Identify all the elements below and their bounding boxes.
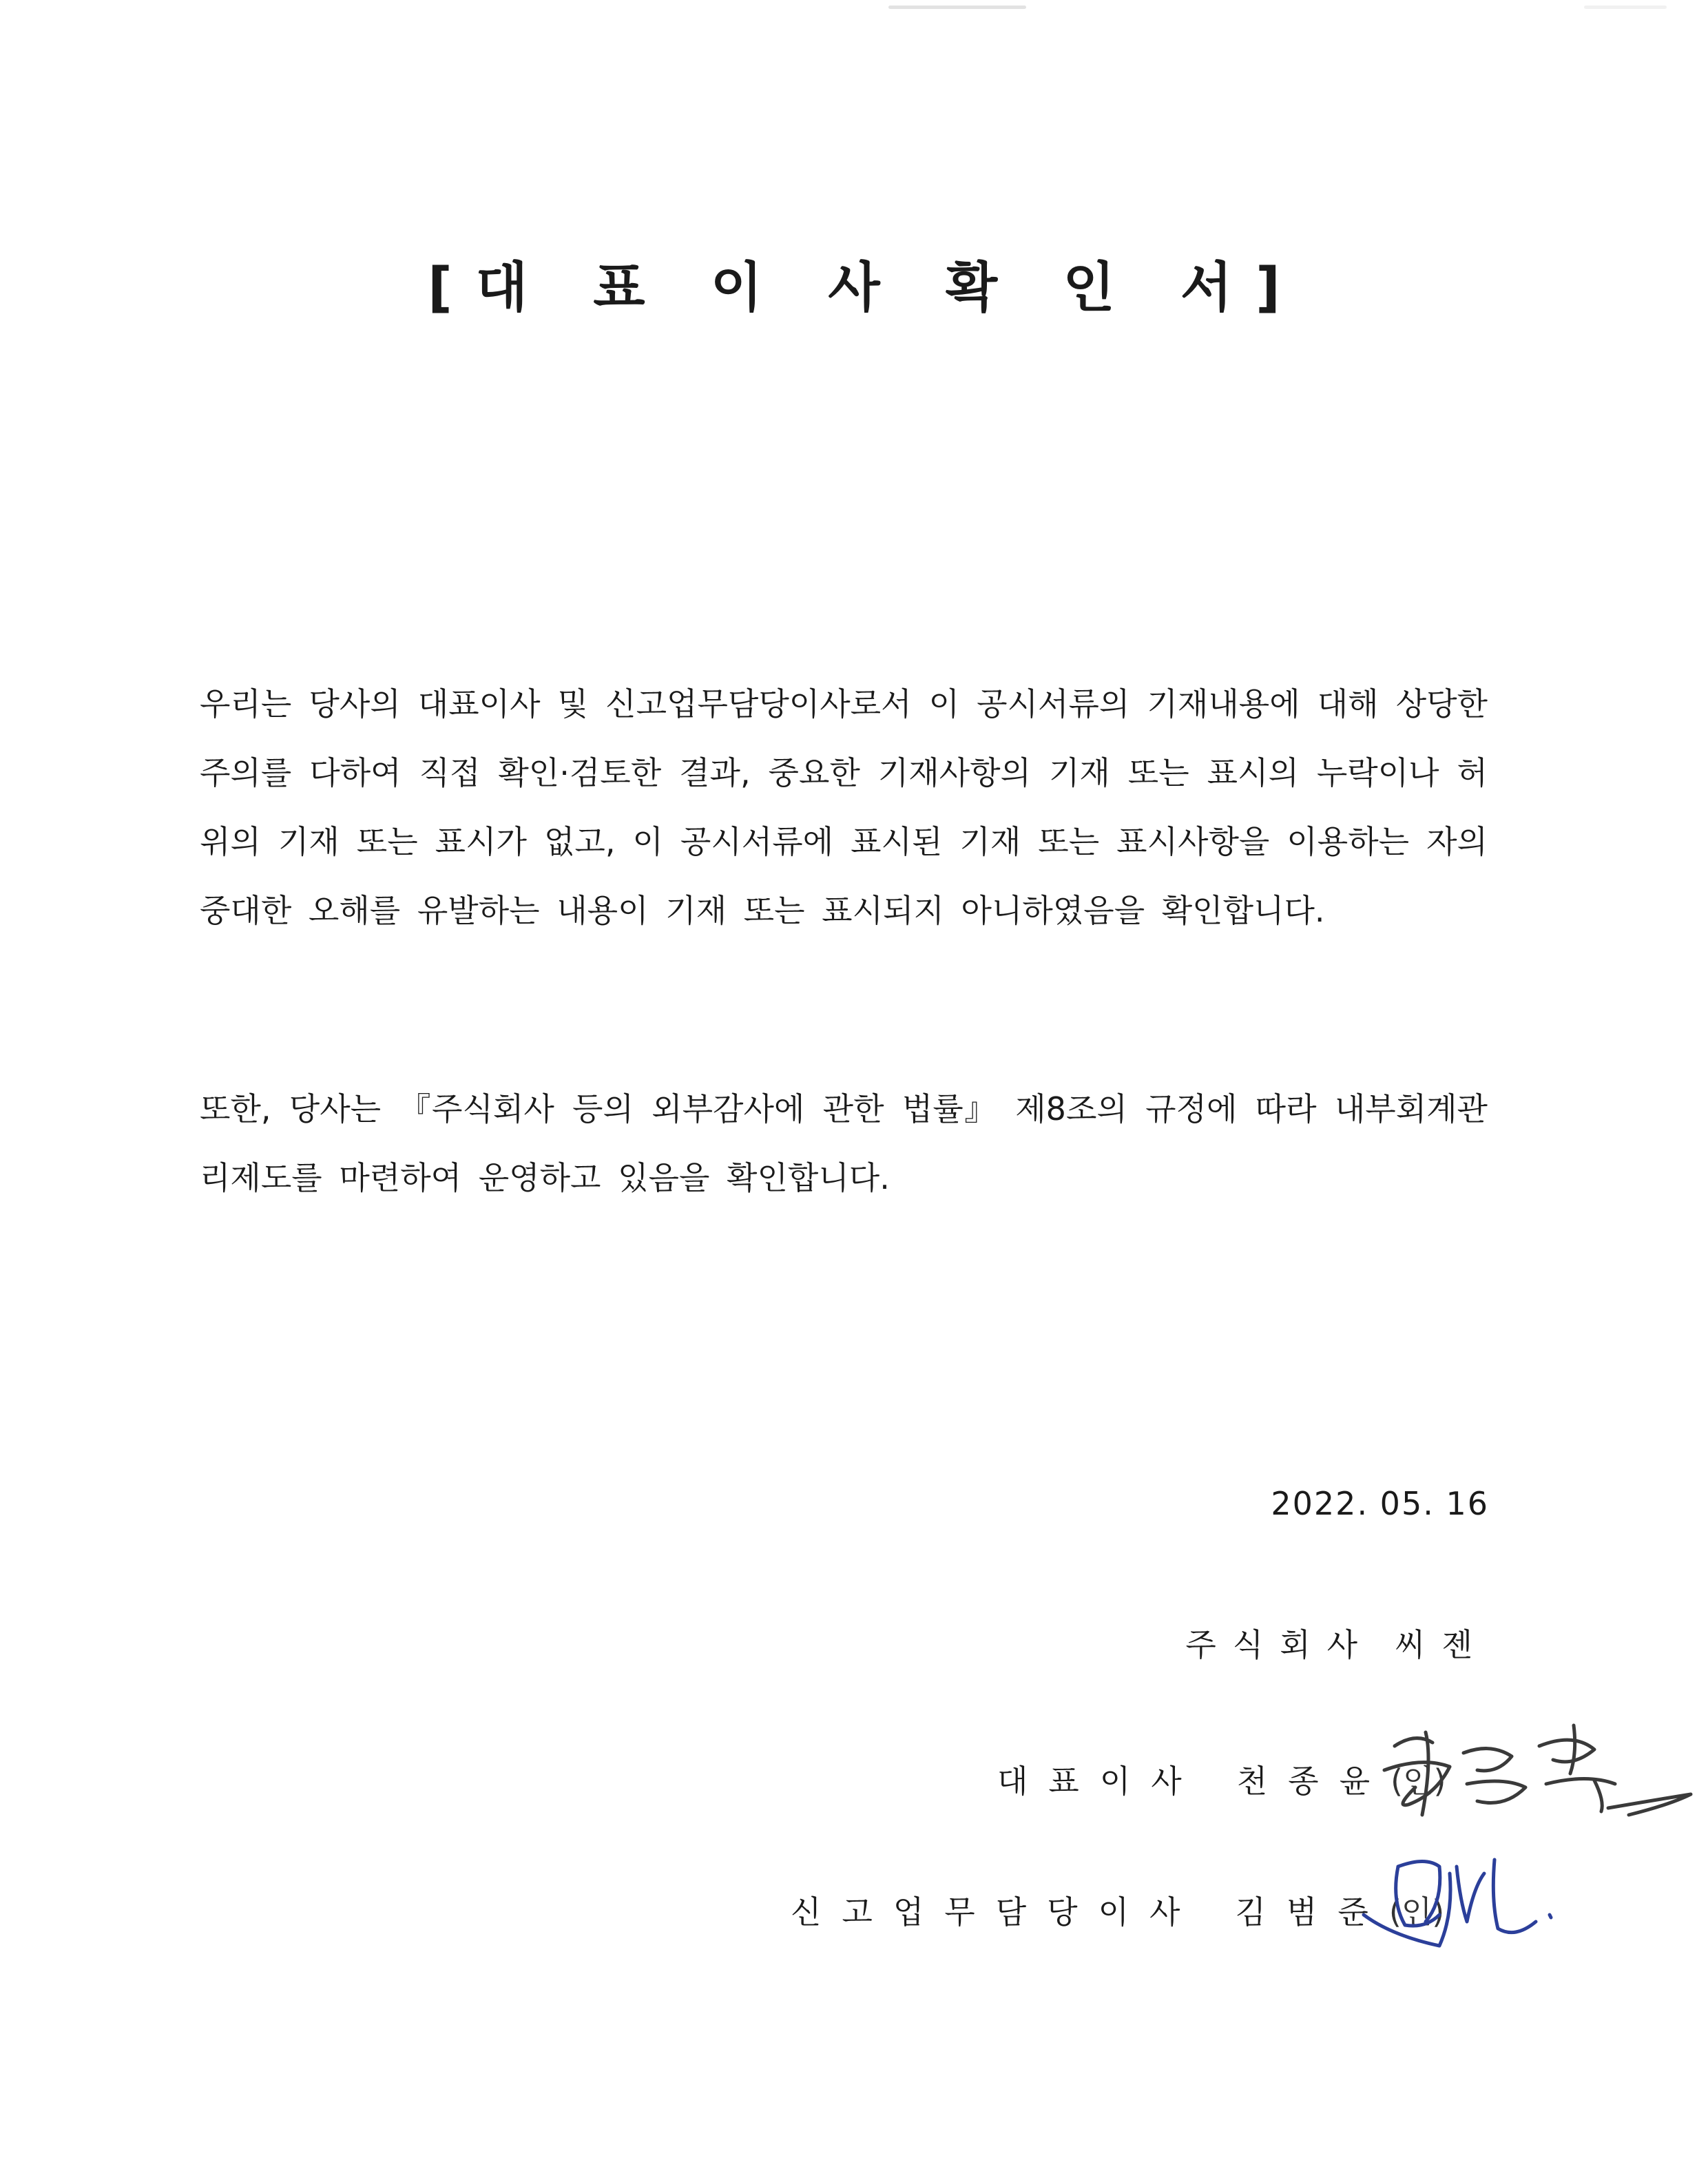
company-name-line bbox=[1185, 1620, 1489, 1665]
document-date: 2022. 05. 16 bbox=[1271, 1485, 1489, 1522]
officer-seal-mark: (인) bbox=[1388, 1893, 1445, 1931]
ceo-seal-mark: (인) bbox=[1391, 1763, 1446, 1800]
ceo-handwritten-signature bbox=[1367, 1718, 1698, 1822]
scan-artifact bbox=[888, 6, 1026, 9]
internal-control-paragraph: 또한, 당사는 『주식회사 등의 외부감사에 관한 법률』 제8조의 규정에 따라 내부회계관리제도를 마련하여 운영하고 있음을 확인합니다. bbox=[200, 1090, 1488, 1196]
company-name: 씨젠 bbox=[1395, 1626, 1489, 1663]
document-title: [대 표 이 사 확 인 서] bbox=[428, 257, 1304, 319]
officer-name: 김범준 bbox=[1235, 1893, 1389, 1931]
scan-artifact bbox=[1584, 6, 1667, 9]
officer-signature-line bbox=[791, 1887, 1444, 1933]
company-prefix: 주식회사 bbox=[1185, 1626, 1375, 1663]
officer-role: 신고업무담당이사 bbox=[791, 1893, 1201, 1931]
officer-handwritten-signature bbox=[1350, 1846, 1570, 1956]
ceo-role: 대표이사 bbox=[997, 1763, 1202, 1800]
ceo-name: 천종윤 bbox=[1236, 1763, 1391, 1800]
confirmation-paragraph: 우리는 당사의 대표이사 및 신고업무담당이사로서 이 공시서류의 기재내용에 대해 상당한 주의를 다하여 직접 확인·검토한 결과, 중요한 기재사항의 기재 또는 표시의 누락이나 허위의 기재 또는 표시가 없고, 이 공시서류에 표시된 기재 또는 표시사항을 이용하는 자의 중대한 오해를 유발하는 내용이 기재 또는 표시되지 아니하였음을 확인합니다. bbox=[200, 685, 1488, 929]
